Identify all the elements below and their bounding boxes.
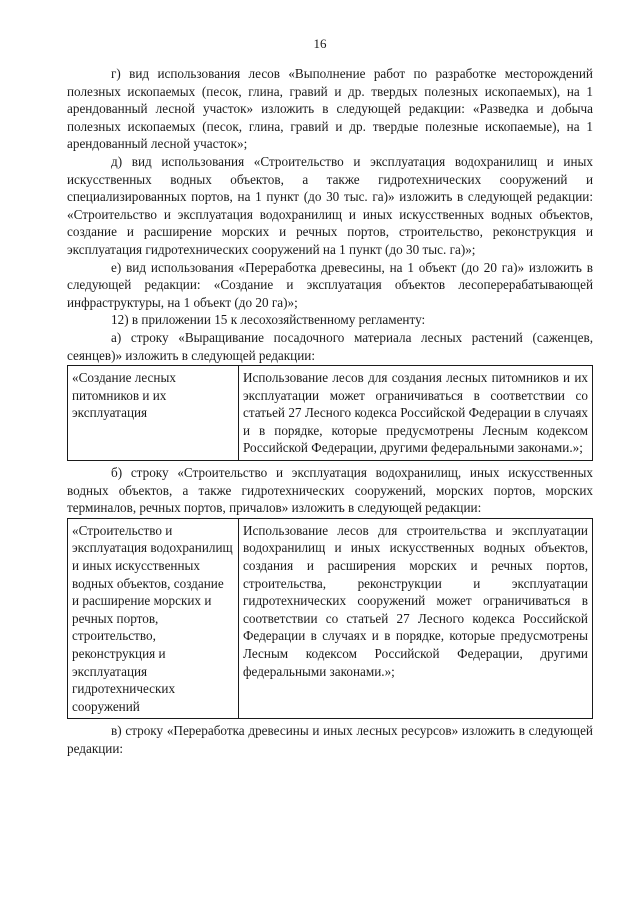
paragraph-g: г) вид использования лесов «Выполнение работ по разработке месторождений полезных ископаемых (песок, глина, гравий и др. твердых полезных ископаемых), на 1 арендованный лесной участок» изложить в следующей редакции: «Разведка и добыча полезных ископаемых (песок, глина, гравий и др. твердые полезные ископаемые), на 1 арендованный лесной участок»; [67, 66, 593, 152]
paragraph-d: д) вид использования «Строительство и эксплуатация водохранилищ и иных искусственных водных объектов, а также гидротехнических сооружений и специализированных портов, на 1 пункт (до 30 тыс. га)» изложить в следующей редакции: «Строительство и эксплуатация водохранилищ и иных искусственных водных объектов, создание и расширение морских и речных портов, строительство, реконструкция и эксплуатация гидротехнических сооружений на 1 пункт (до 30 тыс. га)»; [67, 153, 593, 257]
document-body [67, 65, 593, 758]
paragraph-v: в) строку «Переработка древесины и иных лесных ресурсов» изложить в следующей редакции: [67, 723, 593, 756]
table-cell-activity: «Строительство и эксплуатация водохранилищ и иных искусственных водных объектов, создание и расширение морских и речных портов, строительство, реконструкция и эксплуатация гидротехнических сооружений [68, 518, 239, 719]
paragraph-a: а) строку «Выращивание посадочного материала лесных растений (саженцев, сеянцев)» изложить в следующей редакции: [67, 329, 593, 363]
table-reservoirs [67, 518, 593, 720]
page-number: 16 [313, 36, 327, 51]
table-cell-restriction: Использование лесов для создания лесных питомников и их эксплуатации может ограничиваться в соответствии со статьей 27 Лесного кодекса Российской Федерации в случаях и в порядке, которые предусмотрены Лесным кодексом Российской Федерации, другими федеральными законами.»; [239, 366, 593, 461]
paragraph-e: е) вид использования «Переработка древесины, на 1 объект (до 20 га)» изложить в следующей редакции: «Создание и эксплуатация объектов лесоперерабатывающей инфраструктуры, на 1 объект (до 20 га)»; [67, 259, 593, 310]
table-row [68, 366, 593, 461]
table-nurseries [67, 365, 593, 461]
table-cell-restriction: Использование лесов для строительства и эксплуатации водохранилищ и иных искусственных водных объектов, создания и расширения морских и речных портов, строительства, реконструкции и эксплуатации гидротехнических сооружений может ограничиваться в соответствии со статьей 27 Лесного кодекса Российской Федерации в случаях и в порядке, которые предусмотрены Лесным кодексом Российской Федерации, другими федеральными законами.»; [239, 518, 593, 719]
paragraph-12: 12) в приложении 15 к лесохозяйственному регламенту: [111, 312, 426, 328]
table-row [68, 518, 593, 719]
table-cell-activity: «Создание лесных питомников и их эксплуатация [68, 366, 239, 461]
paragraph-b: б) строку «Строительство и эксплуатация водохранилищ, иных искусственных водных объектов, а также гидротехнических сооружений, морских портов, морских терминалов, речных портов, причалов» изложить в следующей редакции: [67, 465, 593, 516]
